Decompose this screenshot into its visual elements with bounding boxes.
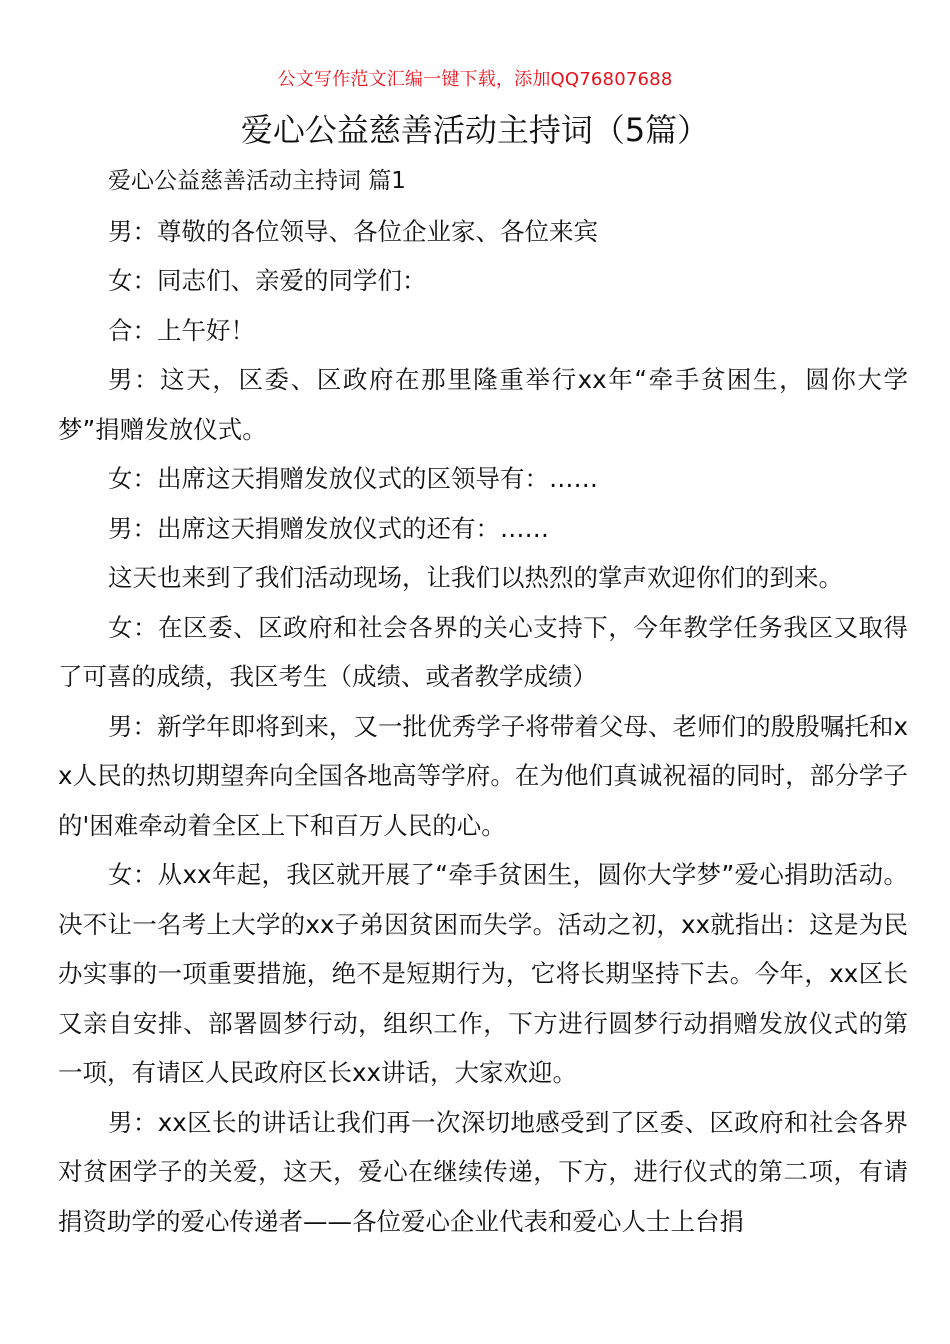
paragraph-3: 合：上午好！ — [108, 315, 255, 345]
paragraph-10: 女：从xx年起，我区就开展了“牵手贫困生，圆你大学梦”爱心捐助活动。决不让一名考上大学的xx子弟因贫困而失学。活动之初，xx就指出：这是为民办实事的一项重要措施，绝不是短期行为，它将长期坚持下去。今年，xx区长又亲自安排、部署圆梦行动，组织工作，下方进行圆梦行动捐赠发放仪式的第一项，有请区人民政府区长xx讲话，大家欢迎。 — [58, 860, 908, 1087]
paragraph-2: 女：同志们、亲爱的同学们： — [108, 266, 427, 295]
paragraph-11: 男：xx区长的讲话让我们再一次深切地感受到了区委、区政府和社会各界对贫困学子的关爱，这天，爱心在继续传递，下方，进行仪式的第二项，有请捐资助学的爱心传递者——各位爱心企业代表和爱心人士上台捐 — [58, 1107, 908, 1236]
paragraph-7: 这天也来到了我们活动现场，让我们以热烈的掌声欢迎你们的到来。 — [108, 563, 843, 592]
paragraph-9: 男：新学年即将到来，又一批优秀学子将带着父母、老师们的殷殷嘱托和xx人民的热切期望奔向全国各地高等学府。在为他们真诚祝福的同时，部分学子的'困难牵动着全区上下和百万人民的心。 — [58, 711, 908, 840]
download-banner: 公文写作范文汇编一键下载，添加QQ76807688 — [277, 69, 673, 90]
paragraph-8: 女：在区委、区政府和社会各界的关心支持下，今年教学任务我区又取得了可喜的成绩，我区考生（成绩、或者教学成绩） — [58, 612, 908, 691]
document-body — [58, 157, 908, 1246]
document-title: 爱心公益慈善活动主持词（5篇） — [240, 111, 710, 149]
paragraph-6: 男：出席这天捐赠发放仪式的还有：…… — [108, 513, 549, 543]
paragraph-4: 男：这天，区委、区政府在那里隆重举行xx年“牵手贫困生，圆你大学梦”捐赠发放仪式。 — [58, 365, 908, 444]
section-heading: 爱心公益慈善活动主持词 篇1 — [108, 168, 406, 194]
paragraph-1: 男：尊敬的各位领导、各位企业家、各位来宾 — [108, 216, 598, 246]
paragraph-5: 女：出席这天捐赠发放仪式的区领导有：…… — [108, 464, 598, 493]
